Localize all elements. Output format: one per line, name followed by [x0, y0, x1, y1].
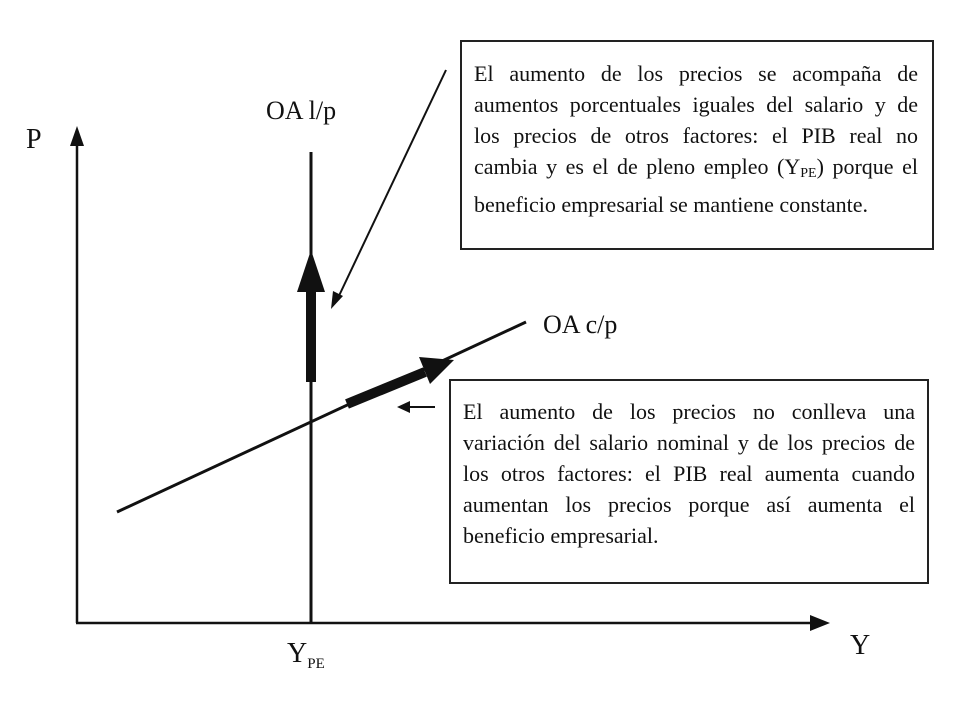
note-line-part: cambia y es el de pleno empleo (Y	[474, 154, 801, 179]
bottom-note-pointer-head	[397, 401, 410, 413]
long-run-curve-label: OA l/p	[266, 96, 337, 125]
x-tick-subscript: PE	[307, 656, 325, 672]
note-line	[474, 151, 918, 189]
note-line: El aumento de los precios no conlleva una	[463, 399, 915, 424]
y-axis-arrowhead	[70, 126, 84, 146]
short-run-explanation-box	[449, 379, 929, 584]
note-line: beneficio empresarial se mantiene constante.	[474, 192, 868, 217]
note-line-part: ) porque el	[816, 154, 918, 179]
note-line: beneficio empresarial.	[463, 523, 659, 548]
x-axis-arrowhead	[810, 615, 830, 631]
note-line: aumentos porcentuales iguales del salario y de	[474, 92, 918, 117]
x-tick-full-employment	[287, 640, 325, 672]
note-line: los otros factores: el PIB real aumenta cuando	[463, 461, 915, 486]
long-run-explanation-box	[460, 40, 934, 250]
note-line: aumentan los precios porque así aumenta el	[463, 492, 915, 517]
long-run-movement-arrowhead	[297, 250, 325, 292]
note-line-subscript: PE	[800, 166, 817, 181]
top-note-pointer	[337, 70, 446, 300]
y-axis-label: P	[26, 124, 42, 155]
x-axis-label: Y	[850, 630, 871, 661]
note-line: El aumento de los precios se acompaña de	[474, 61, 918, 86]
x-tick-main: Y	[287, 638, 308, 669]
top-note-pointer-head	[331, 291, 343, 309]
note-line: variación del salario nominal y de los precios de	[463, 430, 915, 455]
short-run-movement-arrow-shaft	[347, 372, 425, 404]
short-run-curve-label: OA c/p	[543, 310, 618, 339]
note-line: los precios de otros factores: el PIB real no	[474, 123, 918, 148]
